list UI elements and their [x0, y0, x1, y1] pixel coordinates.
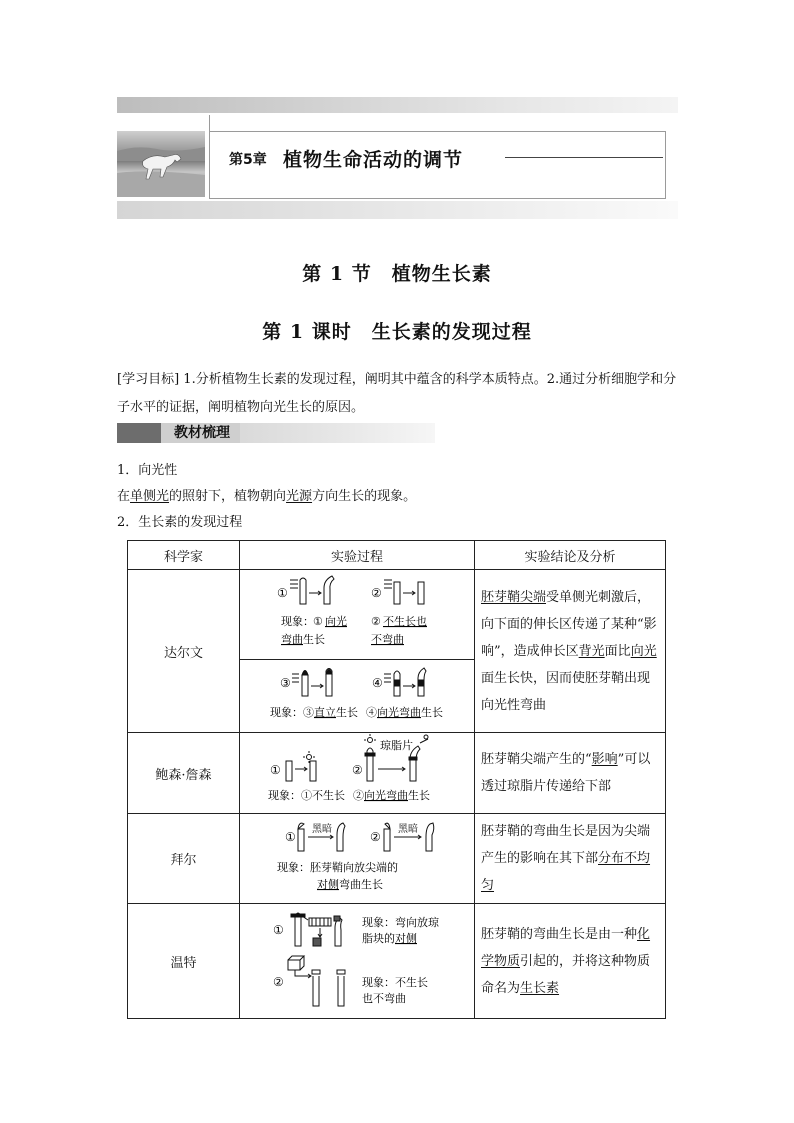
concl-text-a: 受单侧光刺激后，向下面的伸长区传递了某种“影响”，造成伸长区	[481, 589, 657, 659]
label-1: ①	[285, 829, 296, 844]
learning-goals	[117, 366, 677, 422]
table-row-went	[128, 904, 666, 1019]
concl-text-a: 胚芽鞘的弯曲生长是因为尖端产生的影响在其下部	[481, 824, 651, 866]
concl-text-b: 面比	[604, 643, 631, 659]
concl-backlight: 背光	[578, 643, 605, 659]
label-2: ②	[370, 829, 381, 844]
header-scientist: 科学家	[128, 541, 240, 570]
paal-conclusion	[475, 814, 666, 904]
chapter-banner	[117, 97, 678, 219]
label-2: ②	[352, 763, 363, 777]
went-diagram	[240, 904, 474, 1014]
obs-prefix: 现象：	[281, 615, 314, 628]
banner-top-stripe	[117, 97, 678, 113]
darwin-diagram-1	[240, 570, 474, 655]
table-row-paal	[128, 814, 666, 904]
darwin-experiment-1	[240, 570, 475, 660]
went-obs2-line2: 也不弯曲	[362, 992, 406, 1005]
section-title: 第 1 节 植物生长素	[302, 263, 492, 285]
goals-label: [学习目标]	[117, 372, 180, 387]
concl-uneven: 分布不均匀	[481, 851, 651, 893]
obs2-num: ②	[371, 615, 381, 628]
dark-label-2: 黑暗	[398, 823, 418, 835]
section-bar-label: 教材梳理	[164, 423, 240, 443]
chapter-title-rule	[505, 157, 663, 158]
table-row-boysen	[128, 733, 666, 814]
label-1: ①	[270, 763, 281, 777]
dark-label-1: 黑暗	[312, 823, 332, 835]
concl-text-a: 胚芽鞘的弯曲生长是由一种	[481, 926, 638, 942]
item1-text-b: 的照射下，植物朝向	[169, 489, 287, 504]
concl-text-a: 胚芽鞘尖端产生的“	[481, 752, 592, 767]
darwin-diagram-2	[240, 660, 474, 728]
boysen-obs: 现象：①不生长 ②向光弯曲生长	[268, 789, 430, 802]
boysen-diagram	[240, 733, 474, 809]
label-1: ①	[277, 586, 288, 600]
label-2: ②	[273, 975, 284, 989]
paal-obs-line2: 对侧弯曲生长	[317, 877, 383, 891]
blank-light-source: 光源	[286, 489, 313, 504]
went-experiment	[240, 904, 475, 1019]
darwin-obs-3-4: 现象：③直立生长 ④向光弯曲生长	[270, 706, 443, 719]
blank-single-light: 单侧光	[130, 489, 170, 504]
boysen-experiment	[240, 733, 475, 814]
chapter-number: 第5章	[229, 152, 267, 168]
section-bar	[117, 423, 435, 443]
went-conclusion	[475, 904, 666, 1019]
lesson-title: 第 1 课时 生长素的发现过程	[262, 321, 532, 343]
scientist-darwin: 达尔文	[128, 570, 240, 733]
obs1-line1: 向光	[325, 615, 347, 628]
label-2: ②	[371, 586, 382, 600]
label-1: ①	[273, 923, 284, 937]
obs1-line2: 弯曲生长	[281, 633, 325, 646]
obs1-num: ①	[313, 615, 323, 628]
went-obs2-line1: 现象：不生长	[362, 976, 428, 989]
concl-influence: 影响	[591, 752, 618, 767]
banner-bottom-stripe	[117, 201, 678, 219]
scientist-paal: 拜尔	[128, 814, 240, 904]
goals-text: 1.分析植物生长素的发现过程，阐明其中蕴含的科学本质特点。2.通过分析细胞学和分子水平的证据，阐明植物向光生长的原因。	[117, 372, 677, 415]
concl-chemical: 化学物质	[481, 926, 651, 969]
item1-text-a: 在	[117, 489, 131, 504]
discovery-table	[127, 540, 666, 1019]
label-4: ④	[372, 676, 383, 690]
agar-label: 琼脂片	[380, 739, 413, 752]
went-obs1-line2: 脂块的对侧	[362, 932, 417, 945]
chapter-title: 植物生命活动的调节	[283, 149, 464, 171]
item2-heading: 2．生长素的发现过程	[117, 515, 243, 530]
scientist-went: 温特	[128, 904, 240, 1019]
concl-text-b: 引起的，并将这种物质命名为	[481, 953, 651, 996]
concl-auxin: 生长素	[520, 980, 560, 996]
went-obs1-line1: 现象：弯向放琼	[362, 916, 439, 929]
table-header-row	[128, 541, 666, 570]
concl-text-b: ”可以透过琼脂片传递给下部	[481, 752, 651, 794]
label-3: ③	[280, 676, 291, 690]
horse-illustration	[117, 131, 205, 197]
concl-toward-light: 向光	[630, 643, 657, 659]
darwin-conclusion	[475, 570, 666, 733]
concl-text-c: 面生长快，因而使胚芽鞘出现向光性弯曲	[481, 670, 651, 713]
scientist-boysen: 鲍森·詹森	[128, 733, 240, 814]
item1-heading: 1．向光性	[117, 463, 178, 478]
paal-diagram	[240, 815, 474, 899]
concl-tip: 胚芽鞘尖端	[481, 589, 547, 605]
paal-obs-line1: 现象：胚芽鞘向放尖端的	[277, 860, 398, 874]
item1-text	[117, 488, 416, 506]
header-procedure: 实验过程	[240, 541, 475, 570]
table-row-darwin-a	[128, 570, 666, 660]
boysen-conclusion	[475, 733, 666, 814]
header-conclusion: 实验结论及分析	[475, 541, 666, 570]
darwin-experiment-2	[240, 660, 475, 733]
horse-photo	[117, 131, 205, 197]
obs2-line2: 不弯曲	[371, 633, 404, 646]
item1-text-c: 方向生长的现象。	[312, 489, 417, 504]
obs2-line1: 不生长也	[383, 615, 427, 628]
paal-experiment	[240, 814, 475, 904]
